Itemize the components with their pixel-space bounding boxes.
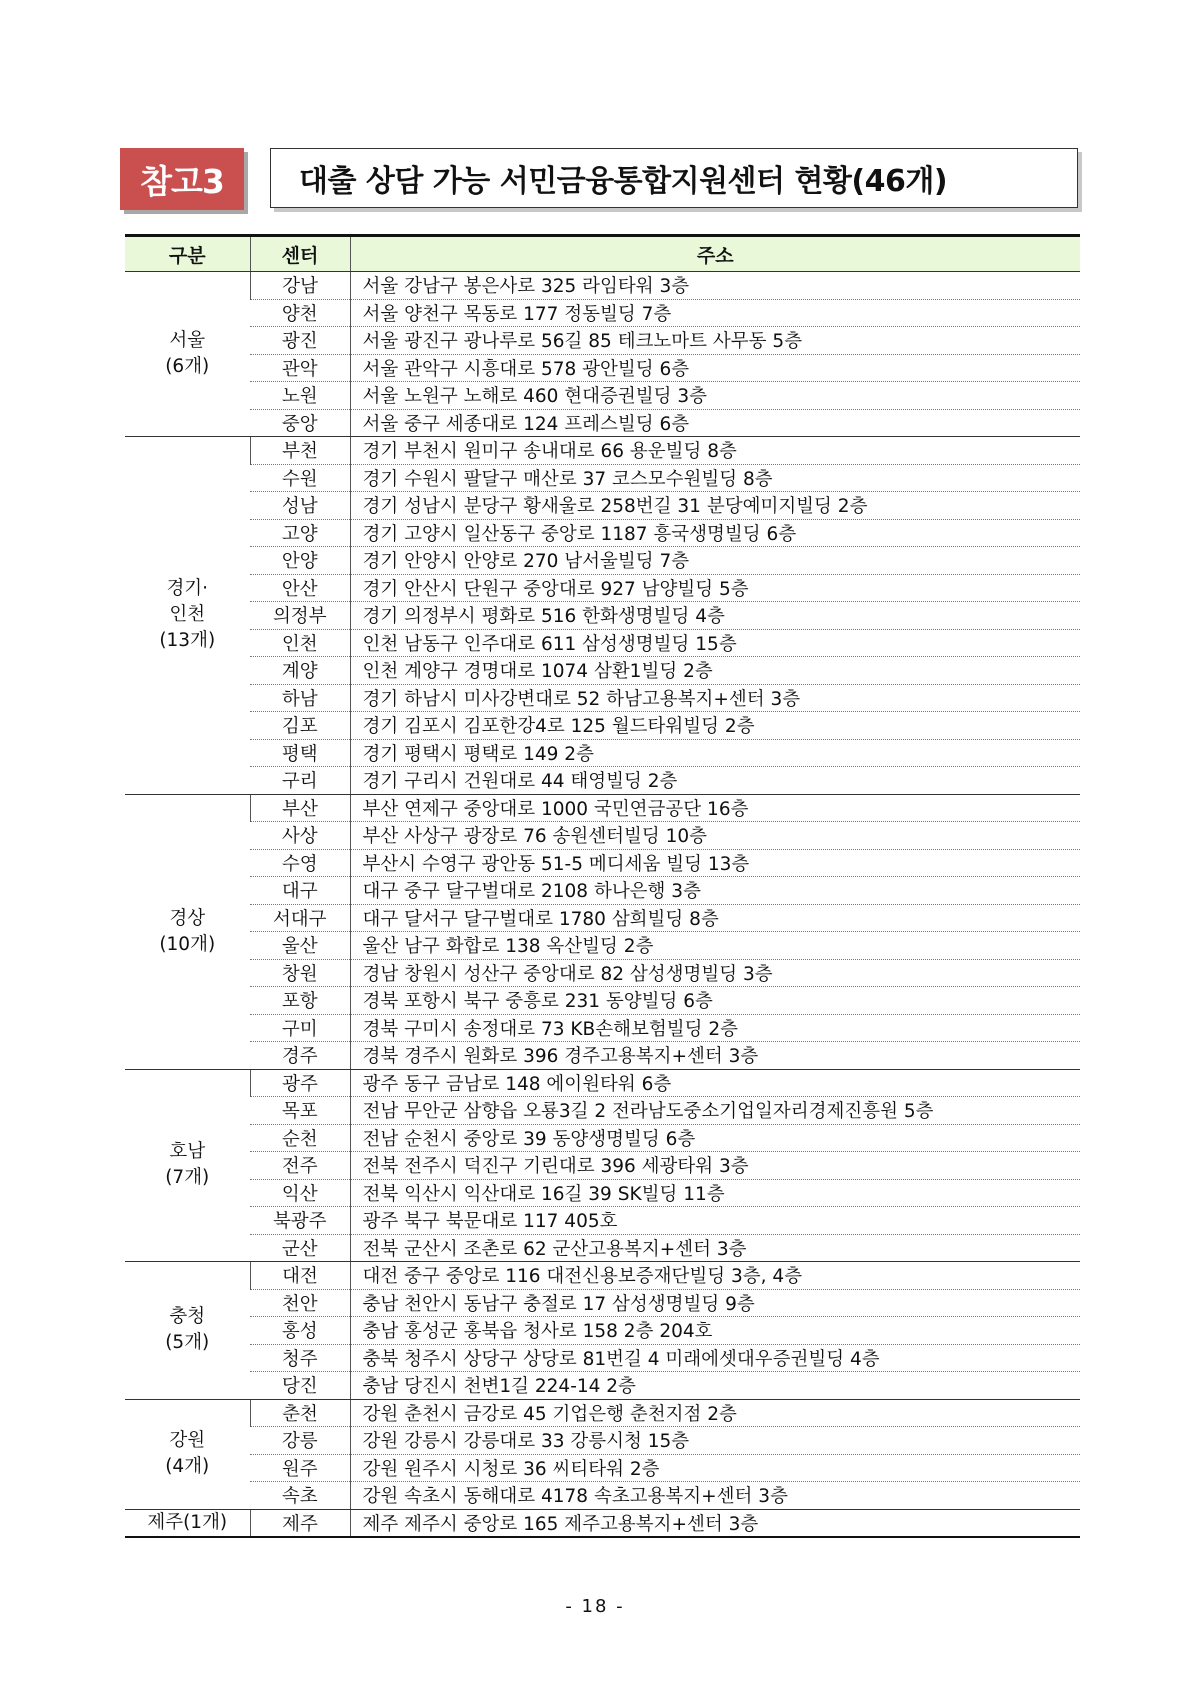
center-address: 강원 원주시 시청로 36 씨티타워 2층 [350, 1454, 1080, 1482]
center-address: 경기 의정부시 평화로 516 한화생명빌딩 4층 [350, 602, 1080, 630]
center-address: 인천 남동구 인주대로 611 삼성생명빌딩 15층 [350, 629, 1080, 657]
center-name: 강릉 [250, 1427, 350, 1455]
region-count: (1개) [183, 1511, 228, 1533]
center-address: 충남 천안시 동남구 충절로 17 삼성생명빌딩 9층 [350, 1289, 1080, 1317]
center-address: 경기 부천시 원미구 송내대로 66 용운빌딩 8층 [350, 437, 1080, 465]
table-row [125, 602, 1080, 630]
center-address: 경북 구미시 송정대로 73 KB손해보험빌딩 2층 [350, 1014, 1080, 1042]
reference-badge [120, 148, 244, 210]
center-address: 경기 평택시 평택로 149 2층 [350, 739, 1080, 767]
center-name: 속초 [250, 1482, 350, 1510]
center-name: 홍성 [250, 1317, 350, 1345]
center-name: 광진 [250, 327, 350, 355]
region-cell [125, 272, 250, 437]
center-name: 수영 [250, 849, 350, 877]
table-row [125, 1454, 1080, 1482]
center-name: 사상 [250, 822, 350, 850]
center-name: 고양 [250, 519, 350, 547]
center-name: 창원 [250, 959, 350, 987]
center-name: 양천 [250, 299, 350, 327]
center-address: 경남 창원시 성산구 중앙대로 82 삼성생명빌딩 3층 [350, 959, 1080, 987]
center-address: 서울 중구 세종대로 124 프레스빌딩 6층 [350, 409, 1080, 437]
center-name: 대전 [250, 1262, 350, 1290]
table-row [125, 849, 1080, 877]
center-address: 인천 계양구 경명대로 1074 삼환1빌딩 2층 [350, 657, 1080, 685]
center-address: 전남 순천시 중앙로 39 동양생명빌딩 6층 [350, 1124, 1080, 1152]
center-name: 인천 [250, 629, 350, 657]
table-row [125, 1289, 1080, 1317]
center-address: 경기 안양시 안양로 270 남서울빌딩 7층 [350, 547, 1080, 575]
center-name: 목포 [250, 1097, 350, 1125]
region-name: 제주 [147, 1511, 184, 1533]
region-count: (4개) [165, 1456, 210, 1477]
center-address: 부산시 수영구 광안동 51-5 메디세움 빌딩 13층 [350, 849, 1080, 877]
center-name: 전주 [250, 1152, 350, 1180]
center-name: 북광주 [250, 1207, 350, 1235]
center-name: 울산 [250, 932, 350, 960]
center-name: 하남 [250, 684, 350, 712]
center-table [125, 234, 1080, 1538]
table-row [125, 1069, 1080, 1097]
center-name: 수원 [250, 464, 350, 492]
center-address: 대구 중구 달구벌대로 2108 하나은행 3층 [350, 877, 1080, 905]
center-address: 서울 광진구 광나루로 56길 85 테크노마트 사무동 5층 [350, 327, 1080, 355]
region-count: (7개) [165, 1167, 210, 1189]
region-name: 경기· 인천 [166, 578, 209, 626]
region-count: (13개) [159, 630, 216, 652]
table-row [125, 1014, 1080, 1042]
center-address: 강원 춘천시 금강로 45 기업은행 춘천지점 2층 [350, 1399, 1080, 1427]
center-address: 전북 익산시 익산대로 16길 39 SK빌딩 11층 [350, 1179, 1080, 1207]
table-row [125, 327, 1080, 355]
table-row [125, 1399, 1080, 1427]
table-row [125, 767, 1080, 795]
center-address: 경기 김포시 김포한강4로 125 월드타워빌딩 2층 [350, 712, 1080, 740]
table-row [125, 354, 1080, 382]
table-row [125, 1317, 1080, 1345]
badge-label: 참고3 [140, 161, 224, 201]
center-name: 김포 [250, 712, 350, 740]
region-cell [125, 1399, 250, 1509]
center-address: 경기 수원시 팔달구 매산로 37 코스모수원빌딩 8층 [350, 464, 1080, 492]
center-name: 부산 [250, 794, 350, 822]
center-address: 경기 구리시 건원대로 44 태영빌딩 2층 [350, 767, 1080, 795]
table-row [125, 657, 1080, 685]
table-row [125, 877, 1080, 905]
table-header-row [125, 236, 1080, 272]
region-cell [125, 1262, 250, 1400]
center-address: 대전 중구 중앙로 116 대전신용보증재단빌딩 3층, 4층 [350, 1262, 1080, 1290]
center-address: 충북 청주시 상당구 상당로 81번길 4 미래에셋대우증권빌딩 4층 [350, 1344, 1080, 1372]
table-row [125, 272, 1080, 300]
table-row [125, 1344, 1080, 1372]
center-name: 구리 [250, 767, 350, 795]
table-row [125, 1509, 1080, 1537]
region-count: (6개) [165, 356, 210, 377]
region-name: 서울 [169, 330, 206, 351]
table-row [125, 1234, 1080, 1262]
table-row [125, 299, 1080, 327]
table-row [125, 712, 1080, 740]
table-row [125, 574, 1080, 602]
center-name: 서대구 [250, 904, 350, 932]
center-address: 울산 남구 화합로 138 옥산빌딩 2층 [350, 932, 1080, 960]
column-header-address: 주소 [350, 236, 1080, 272]
region-name: 강원 [169, 1430, 206, 1451]
table-row [125, 684, 1080, 712]
region-name: 충청 [169, 1306, 206, 1328]
center-name: 계양 [250, 657, 350, 685]
region-cell [125, 437, 250, 795]
center-name: 대구 [250, 877, 350, 905]
center-name: 익산 [250, 1179, 350, 1207]
table-row [125, 1124, 1080, 1152]
center-address: 부산 사상구 광장로 76 송원센터빌딩 10층 [350, 822, 1080, 850]
center-address: 강원 속초시 동해대로 4178 속초고용복지+센터 3층 [350, 1482, 1080, 1510]
center-address: 경북 포항시 북구 중흥로 231 동양빌딩 6층 [350, 987, 1080, 1015]
center-name: 군산 [250, 1234, 350, 1262]
table-row [125, 987, 1080, 1015]
table-row [125, 1427, 1080, 1455]
table-body [125, 272, 1080, 1538]
table-row [125, 1482, 1080, 1510]
center-address: 광주 동구 금남로 148 에이원타워 6층 [350, 1069, 1080, 1097]
center-address: 서울 양천구 목동로 177 정동빌딩 7층 [350, 299, 1080, 327]
center-name: 제주 [250, 1509, 350, 1537]
center-address: 경북 경주시 원화로 396 경주고용복지+센터 3층 [350, 1042, 1080, 1070]
center-address: 대구 달서구 달구벌대로 1780 삼희빌딩 8층 [350, 904, 1080, 932]
table-row [125, 932, 1080, 960]
center-name: 포항 [250, 987, 350, 1015]
center-name: 구미 [250, 1014, 350, 1042]
region-count: (5개) [165, 1332, 210, 1354]
center-name: 경주 [250, 1042, 350, 1070]
center-address: 부산 연제구 중앙대로 1000 국민연금공단 16층 [350, 794, 1080, 822]
center-name: 원주 [250, 1454, 350, 1482]
page-title: 대출 상담 가능 서민금융통합지원센터 현황(46개) [299, 164, 948, 199]
center-address: 강원 강릉시 강릉대로 33 강릉시청 15층 [350, 1427, 1080, 1455]
table-row [125, 492, 1080, 520]
table-row [125, 822, 1080, 850]
center-name: 평택 [250, 739, 350, 767]
title-box [270, 148, 1078, 208]
table-row [125, 1372, 1080, 1400]
table-row [125, 409, 1080, 437]
table-row [125, 1262, 1080, 1290]
table-row [125, 1179, 1080, 1207]
center-address: 경기 성남시 분당구 황새울로 258번길 31 분당예미지빌딩 2층 [350, 492, 1080, 520]
center-address: 전북 군산시 조촌로 62 군산고용복지+센터 3층 [350, 1234, 1080, 1262]
table-row [125, 629, 1080, 657]
table-row [125, 794, 1080, 822]
center-address: 경기 고양시 일산동구 중앙로 1187 흥국생명빌딩 6층 [350, 519, 1080, 547]
center-address: 서울 관악구 시흥대로 578 광안빌딩 6층 [350, 354, 1080, 382]
center-name: 관악 [250, 354, 350, 382]
center-name: 청주 [250, 1344, 350, 1372]
table-row [125, 437, 1080, 465]
table-row [125, 464, 1080, 492]
center-address: 충남 홍성군 홍북읍 청사로 158 2층 204호 [350, 1317, 1080, 1345]
region-cell [125, 794, 250, 1069]
center-address: 전남 무안군 삼향읍 오룡3길 2 전라남도중소기업일자리경제진흥원 5층 [350, 1097, 1080, 1125]
table-row [125, 1097, 1080, 1125]
center-name: 성남 [250, 492, 350, 520]
center-address: 경기 하남시 미사강변대로 52 하남고용복지+센터 3층 [350, 684, 1080, 712]
center-address: 경기 안산시 단원구 중앙대로 927 남양빌딩 5층 [350, 574, 1080, 602]
region-cell [125, 1509, 250, 1537]
center-address: 광주 북구 북문대로 117 405호 [350, 1207, 1080, 1235]
center-name: 강남 [250, 272, 350, 300]
region-name: 경상 [169, 907, 206, 929]
column-header-region: 구분 [125, 236, 250, 272]
center-address: 제주 제주시 중앙로 165 제주고용복지+센터 3층 [350, 1509, 1080, 1537]
center-address: 충남 당진시 천변1길 224-14 2층 [350, 1372, 1080, 1400]
table-row [125, 1042, 1080, 1070]
table-row [125, 547, 1080, 575]
region-cell [125, 1069, 250, 1262]
table-row [125, 1207, 1080, 1235]
column-header-center: 센터 [250, 236, 350, 272]
center-address: 서울 노원구 노해로 460 현대증권빌딩 3층 [350, 382, 1080, 410]
center-address: 서울 강남구 봉은사로 325 라임타워 3층 [350, 272, 1080, 300]
region-name: 호남 [169, 1141, 206, 1163]
center-name: 안산 [250, 574, 350, 602]
table-row [125, 959, 1080, 987]
center-name: 안양 [250, 547, 350, 575]
center-name: 중앙 [250, 409, 350, 437]
page-number: - 18 - [565, 1596, 625, 1617]
region-count: (10개) [159, 933, 216, 955]
table-row [125, 739, 1080, 767]
table-row [125, 382, 1080, 410]
center-name: 춘천 [250, 1399, 350, 1427]
table-row [125, 519, 1080, 547]
table-row [125, 1152, 1080, 1180]
center-name: 의정부 [250, 602, 350, 630]
center-name: 부천 [250, 437, 350, 465]
center-name: 광주 [250, 1069, 350, 1097]
center-name: 노원 [250, 382, 350, 410]
center-name: 천안 [250, 1289, 350, 1317]
center-name: 당진 [250, 1372, 350, 1400]
center-name: 순천 [250, 1124, 350, 1152]
center-address: 전북 전주시 덕진구 기린대로 396 세광타워 3층 [350, 1152, 1080, 1180]
table-row [125, 904, 1080, 932]
